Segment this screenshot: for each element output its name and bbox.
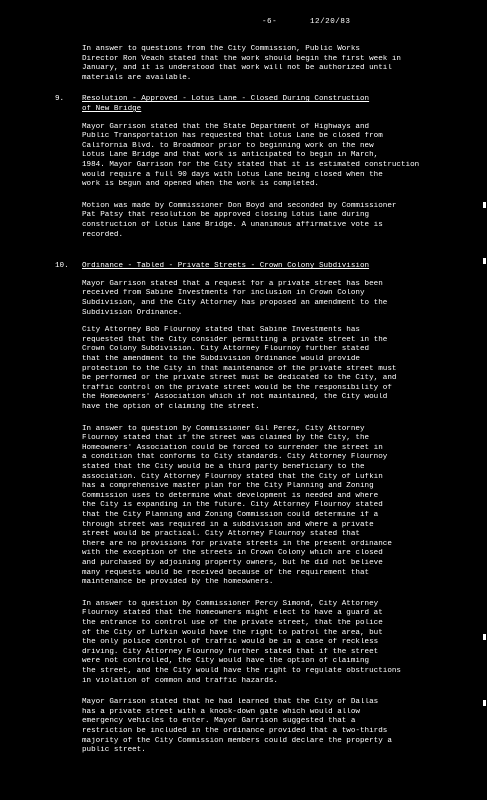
text-line: requested that the City consider permitting a private street in the <box>82 335 388 344</box>
text-line: were not controlled, the City would have the option of claiming <box>82 657 370 666</box>
text-line: have the option of claiming the street. <box>82 402 260 411</box>
text-line: of New Bridge <box>82 104 142 113</box>
text-line: Flournoy stated that the homeowners might elect to have a guard at <box>82 609 383 618</box>
text-line: City Attorney Bob Flournoy stated that Sabine Investments has <box>82 326 360 335</box>
text-line: recorded. <box>82 230 124 239</box>
text-line: Crown Colony Subdivision. City Attorney Flournoy further stated <box>82 345 370 354</box>
text-line: maintenance be provided by the homeowners. <box>82 578 274 587</box>
text-line: Mayor Garrison stated that he had learned that the City of Dallas <box>82 698 379 707</box>
text-line: work is begun and opened when the work is completed. <box>82 180 319 189</box>
text-line: Mayor Garrison stated that a request for a private street has been <box>82 279 383 288</box>
text-line: Mayor Garrison stated that the State Department of Highways and <box>82 122 370 131</box>
text-line: the street, and the City would have the right to regulate obstructions <box>82 666 401 675</box>
paragraph <box>82 202 472 240</box>
text-line: with the exception of the streets in Crown Colony which are closed <box>82 549 383 558</box>
text-line: traffic control on the private street would be the responsibility of <box>82 383 392 392</box>
text-line: Director Ron Veach stated that the work should begin the first week in <box>82 54 401 63</box>
text-line: would require a full 90 days with Lotus Lane being closed when the <box>82 170 383 179</box>
paragraph <box>82 123 472 190</box>
text-line: has a private street with a knock-down gate which would allow <box>82 707 360 716</box>
margin-mark <box>483 258 486 264</box>
text-line: that the City Planning and Zoning Commission could determine if a <box>82 510 379 519</box>
text-line: In answer to questions from the City Commission, Public Works <box>82 45 360 53</box>
text-line: street would be practical. City Attorney Flournoy stated that <box>82 530 360 539</box>
text-line: the entrance to control use of the private street, that the police <box>82 618 383 627</box>
text-line: through street was required in a subdivision and where a private <box>82 520 374 529</box>
text-line: Homeowners' Association could be forced to surrender the street in <box>82 443 383 452</box>
text-line: many requests would be received because of the requirement that <box>82 568 370 577</box>
item-heading <box>82 262 472 272</box>
text-line: California Blvd. to Broadmoor prior to beginning work on the new <box>82 141 374 150</box>
page-date: 12/20/83 <box>310 18 351 26</box>
text-line: Subdivision, and the City Attorney has proposed an amendment to the <box>82 298 388 307</box>
page-header <box>262 18 402 28</box>
text-line: Resolution - Approved - Lotus Lane - Closed During Construction <box>82 95 370 104</box>
text-line: Ordinance - Tabled - Private Streets - Crown Colony Subdivision <box>82 262 370 271</box>
text-line: received from Sabine Investments for inclusion in Crown Colony <box>82 289 365 298</box>
text-line: emergency vehicles to enter. Mayor Garrison suggested that a <box>82 717 356 726</box>
text-line: In answer to question by Commissioner Percy Simond, City Attorney <box>82 599 379 608</box>
paragraph <box>82 45 472 83</box>
text-line: In answer to question by Commissioner Gil Perez, City Attorney <box>82 424 365 433</box>
paragraph <box>82 425 472 588</box>
text-line: Lotus Lane Bridge and that work is anticipated to begin in March, <box>82 151 379 160</box>
text-line: be performed or the private street must be dedicated to the City, and <box>82 374 397 383</box>
text-line: the City is expanding in the future. City Attorney Flournoy stated <box>82 501 383 510</box>
margin-mark <box>483 202 486 208</box>
text-line: of the City of Lufkin would have the right to patrol the area, but <box>82 628 383 637</box>
text-line: that the amendment to the Subdivision Ordinance would provide <box>82 354 360 363</box>
text-line: a condition that conforms to City standards. City Attorney Flournoy <box>82 453 388 462</box>
text-line: the Homeowners' Association which if not maintained, the City would <box>82 393 388 402</box>
margin-mark <box>483 700 486 706</box>
text-line: and purchased by adjoining property owners, but he did not believe <box>82 558 383 567</box>
paragraph <box>82 280 472 318</box>
text-line: there are no provisions for private streets in the present ordinance <box>82 539 392 548</box>
item-number: 9. <box>55 95 65 104</box>
paragraph <box>82 326 472 412</box>
paragraph <box>82 600 472 686</box>
text-line: Public Transportation has requested that Lotus Lane be closed from <box>82 132 383 141</box>
text-line: majority of the City Commission members could declare the property a <box>82 736 392 745</box>
text-line: materials are available. <box>82 73 192 82</box>
text-line: Motion was made by Commissioner Don Boyd and seconded by Commissioner <box>82 201 397 210</box>
item-heading <box>82 95 472 114</box>
text-line: association. City Attorney Flournoy stated that the City of Lufkin <box>82 472 383 481</box>
text-line: the only police control of traffic would be in a case of reckless <box>82 638 379 647</box>
text-line: 1984. Mayor Garrison for the City stated that it is estimated construction <box>82 160 420 169</box>
text-line: Subdivision Ordinance. <box>82 308 183 317</box>
text-line: public street. <box>82 746 146 755</box>
text-line: in violation of common and traffic hazards. <box>82 676 278 685</box>
page-number: -6- <box>262 18 278 26</box>
text-line: protection to the City in that maintenance of the private street must <box>82 364 397 373</box>
text-line: has a comprehensive master plan for the City Planning and Zoning <box>82 482 374 491</box>
paragraph <box>82 698 472 756</box>
text-line: restriction be included in the ordinance provided that a two-thirds <box>82 726 388 735</box>
margin-mark <box>483 634 486 640</box>
text-line: Flournoy stated that if the street was claimed by the City, the <box>82 434 370 443</box>
text-line: driving. City Attorney Flournoy further stated that if the street <box>82 647 379 656</box>
text-line: stated that the City would be a third party beneficiary to the <box>82 462 365 471</box>
text-line: Pat Patsy that resolution be approved closing Lotus Lane during <box>82 211 370 220</box>
item-number: 10. <box>55 262 69 271</box>
text-line: Commission uses to determine what development is needed and where <box>82 491 379 500</box>
text-line: construction of Lotus Lane Bridge. A unanimous affirmative vote is <box>82 220 383 229</box>
text-line: January, and it is understood that work will not be authorized until <box>82 64 392 73</box>
